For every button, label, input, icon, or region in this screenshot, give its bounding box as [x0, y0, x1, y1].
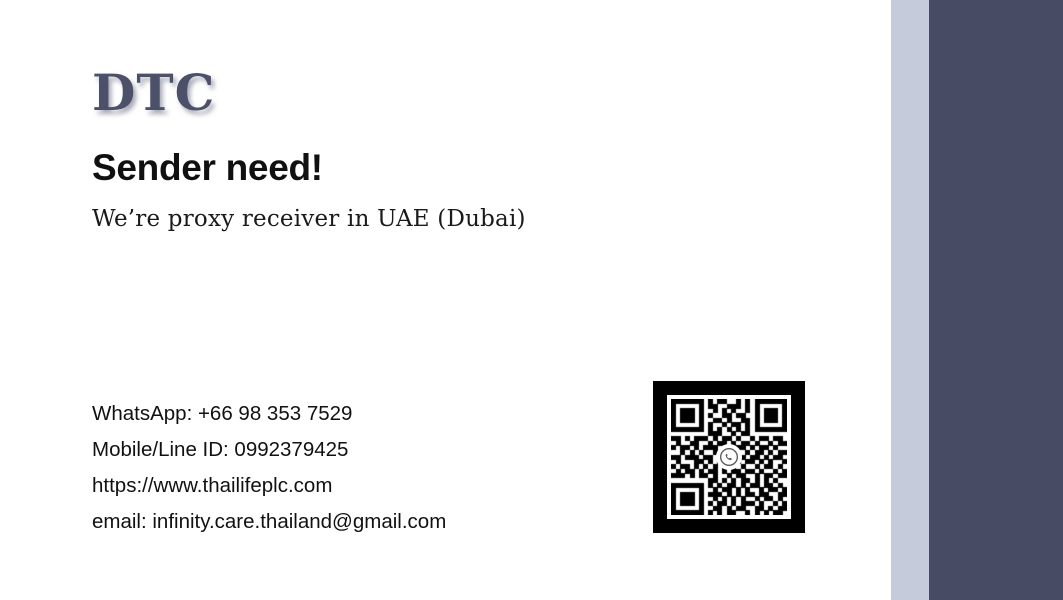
- qr-code: [653, 381, 805, 533]
- decorative-bar-dark: [929, 0, 1063, 600]
- decorative-bar-light: [891, 0, 929, 600]
- page-title: Sender need!: [92, 147, 323, 188]
- contact-line-email: email: infinity.care.thailand@gmail.com: [92, 510, 447, 533]
- contact-line-website: https://www.thailifeplc.com: [92, 474, 333, 497]
- whatsapp-icon: [716, 444, 742, 470]
- contact-line-whatsapp: WhatsApp: +66 98 353 7529: [92, 402, 353, 425]
- page-subtitle: We’re proxy receiver in UAE (Dubai): [92, 206, 526, 232]
- contact-line-mobile: Mobile/Line ID: 0992379425: [92, 438, 349, 461]
- contact-block: [92, 396, 446, 540]
- company-logo: DTC: [92, 63, 216, 122]
